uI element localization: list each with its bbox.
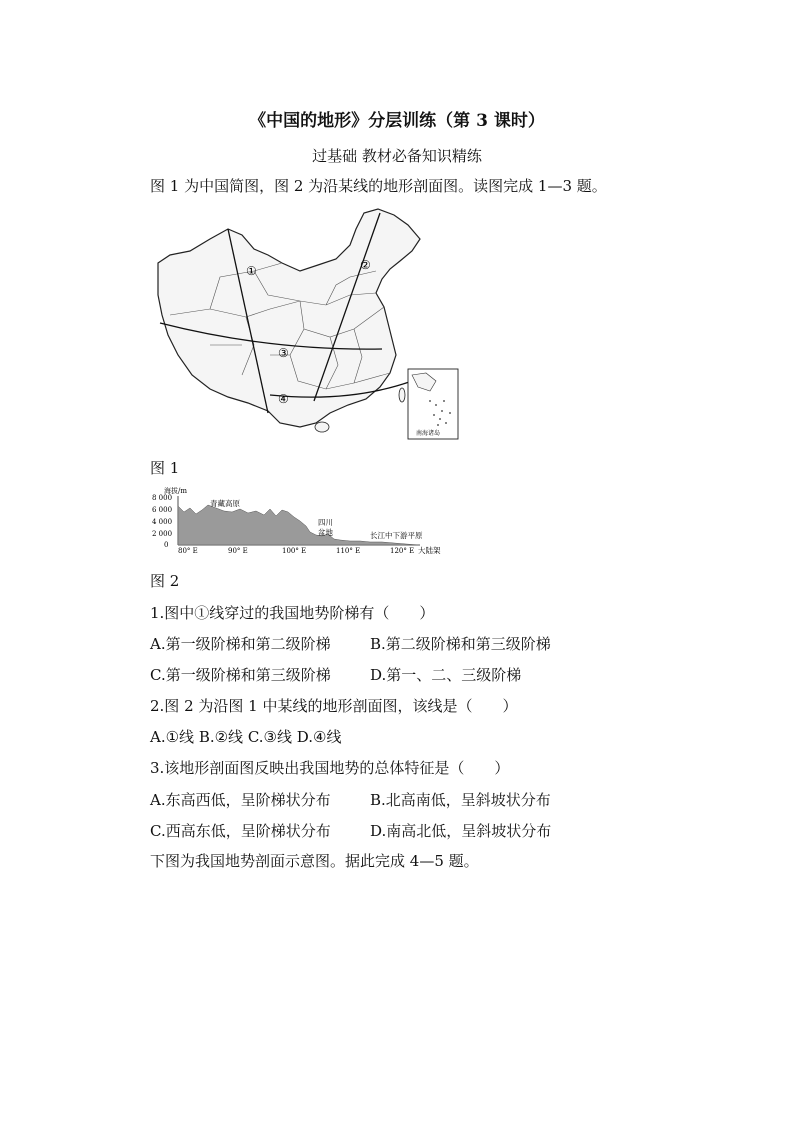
china-outline [158,209,420,427]
question-1-stem: 1.图中①线穿过的我国地势阶梯有（ ） [150,604,435,622]
question-1-option-b: B.第二级阶梯和第三级阶梯 [370,635,551,653]
question-3-option-c: C.西高东低，呈阶梯状分布 [150,822,331,840]
profile-x-tick-80: 80° E [178,547,198,555]
profile-y-tick-0: 0 [164,541,169,549]
profile-label-shelf: 大陆架 [418,546,441,555]
profile-label-basin-2: 盆地 [318,528,333,537]
taiwan-island [399,388,405,402]
profile-x-tick-90: 90° E [228,547,248,555]
next-section-intro: 下图为我国地势剖面示意图。据此完成 4—5 题。 [150,852,479,870]
profile-y-tick-4000: 4 000 [152,518,173,526]
map-label-3: ③ [278,346,289,360]
profile-y-tick-8000: 8 000 [152,494,173,502]
profile-y-tick-2000: 2 000 [152,530,173,538]
question-3-stem: 3.该地形剖面图反映出我国地势的总体特征是（ ） [150,759,510,777]
question-3-option-b: B.北高南低，呈斜坡状分布 [370,791,551,809]
map-label-2: ② [360,258,371,272]
question-1-option-a: A.第一级阶梯和第二级阶梯 [150,635,331,653]
figure-2-caption: 图 2 [150,572,180,590]
figure-1-caption: 图 1 [150,459,180,477]
china-map-figure [150,205,470,445]
question-2-options: A.①线 B.②线 C.③线 D.④线 [150,728,342,746]
hainan-island [315,422,329,432]
profile-x-tick-120: 120° E [390,547,415,555]
page-title: 《中国的地形》分层训练（第 3 课时） [249,111,545,131]
question-1-option-d: D.第一、二、三级阶梯 [370,666,522,684]
map-label-4: ④ [278,392,289,406]
profile-x-tick-100: 100° E [282,547,307,555]
profile-label-basin-1: 四川 [318,518,333,527]
terrain-profile-figure [150,484,450,560]
question-1-option-c: C.第一级阶梯和第三级阶梯 [150,666,331,684]
question-3-option-d: D.南高北低，呈斜坡状分布 [370,822,552,840]
question-3-option-a: A.东高西低，呈阶梯状分布 [150,791,331,809]
profile-y-tick-6000: 6 000 [152,506,173,514]
inset-label: 南海诸岛 [416,430,441,437]
profile-y-axis-label: 海拔/m [164,487,187,495]
map-label-1: ① [246,264,257,278]
profile-x-tick-110: 110° E [336,547,361,555]
profile-label-plain: 长江中下游平原 [370,531,423,540]
profile-label-plateau: 青藏高原 [210,499,240,508]
section-subtitle: 过基础 教材必备知识精练 [312,147,482,165]
question-2-stem: 2.图 2 为沿图 1 中某线的地形剖面图，该线是（ ） [150,697,518,715]
intro-text: 图 1 为中国简图，图 2 为沿某线的地形剖面图。读图完成 1—3 题。 [150,177,607,195]
